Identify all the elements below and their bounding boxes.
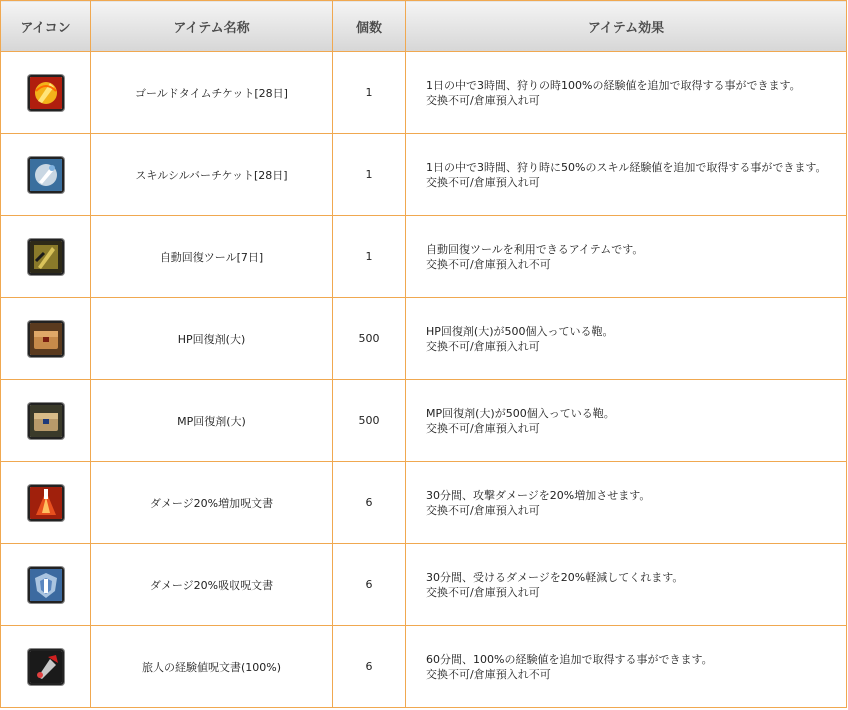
item-name: MP回復剤(大) <box>91 380 333 462</box>
hp-potion-bag-icon <box>28 321 64 357</box>
effect-trade-rule: 交換不可/倉庫預入れ可 <box>426 503 540 517</box>
item-effect <box>406 626 847 708</box>
effect-trade-rule: 交換不可/倉庫預入れ可 <box>426 175 540 189</box>
effect-description: HP回復剤(大)が500個入っている鞄。 <box>426 324 614 338</box>
damage-absorb-scroll-icon <box>28 567 64 603</box>
effect-description: MP回復剤(大)が500個入っている鞄。 <box>426 406 615 420</box>
item-qty: 500 <box>333 298 406 380</box>
table-header-row <box>1 1 847 52</box>
item-name: ダメージ20%吸収呪文書 <box>91 544 333 626</box>
traveler-exp-scroll-icon <box>28 649 64 685</box>
table-row <box>1 626 847 708</box>
item-effect <box>406 298 847 380</box>
item-effect <box>406 462 847 544</box>
item-effect <box>406 216 847 298</box>
item-qty: 6 <box>333 544 406 626</box>
table-row <box>1 544 847 626</box>
item-effect <box>406 134 847 216</box>
table-row <box>1 462 847 544</box>
item-effect <box>406 380 847 462</box>
table-row <box>1 380 847 462</box>
header-qty: 個数 <box>333 1 406 52</box>
effect-description: 1日の中で3時間、狩りの時100%の経験値を追加で取得する事ができます。 <box>426 78 801 92</box>
effect-trade-rule: 交換不可/倉庫預入れ可 <box>426 339 540 353</box>
item-qty: 500 <box>333 380 406 462</box>
item-name: ダメージ20%増加呪文書 <box>91 462 333 544</box>
table-row <box>1 52 847 134</box>
item-effect <box>406 52 847 134</box>
table-row <box>1 216 847 298</box>
effect-description: 1日の中で3時間、狩り時に50%のスキル経験値を追加で取得する事ができます。 <box>426 160 827 174</box>
header-icon: アイコン <box>1 1 91 52</box>
item-qty: 1 <box>333 52 406 134</box>
mp-potion-bag-icon <box>28 403 64 439</box>
item-name: 旅人の経験値呪文書(100%) <box>91 626 333 708</box>
effect-description: 30分間、受けるダメージを20%軽減してくれます。 <box>426 570 684 584</box>
gold-ticket-icon <box>28 75 64 111</box>
header-effect: アイテム効果 <box>406 1 847 52</box>
table-row <box>1 298 847 380</box>
item-qty: 6 <box>333 626 406 708</box>
header-name: アイテム名称 <box>91 1 333 52</box>
table-row <box>1 134 847 216</box>
effect-trade-rule: 交換不可/倉庫預入れ不可 <box>426 667 551 681</box>
effect-description: 60分間、100%の経験値を追加で取得する事ができます。 <box>426 652 713 666</box>
effect-description: 30分間、攻撃ダメージを20%増加させます。 <box>426 488 651 502</box>
item-name: ゴールドタイムチケット[28日] <box>91 52 333 134</box>
item-name: 自動回復ツール[7日] <box>91 216 333 298</box>
item-name: スキルシルバーチケット[28日] <box>91 134 333 216</box>
effect-trade-rule: 交換不可/倉庫預入れ可 <box>426 421 540 435</box>
auto-recovery-tool-icon <box>28 239 64 275</box>
item-effect <box>406 544 847 626</box>
effect-trade-rule: 交換不可/倉庫預入れ可 <box>426 585 540 599</box>
item-qty: 6 <box>333 462 406 544</box>
item-qty: 1 <box>333 216 406 298</box>
effect-description: 自動回復ツールを利用できるアイテムです。 <box>426 242 644 256</box>
item-name: HP回復剤(大) <box>91 298 333 380</box>
effect-trade-rule: 交換不可/倉庫預入れ不可 <box>426 257 551 271</box>
item-qty: 1 <box>333 134 406 216</box>
skill-silver-ticket-icon <box>28 157 64 193</box>
effect-trade-rule: 交換不可/倉庫預入れ可 <box>426 93 540 107</box>
damage-up-scroll-icon <box>28 485 64 521</box>
